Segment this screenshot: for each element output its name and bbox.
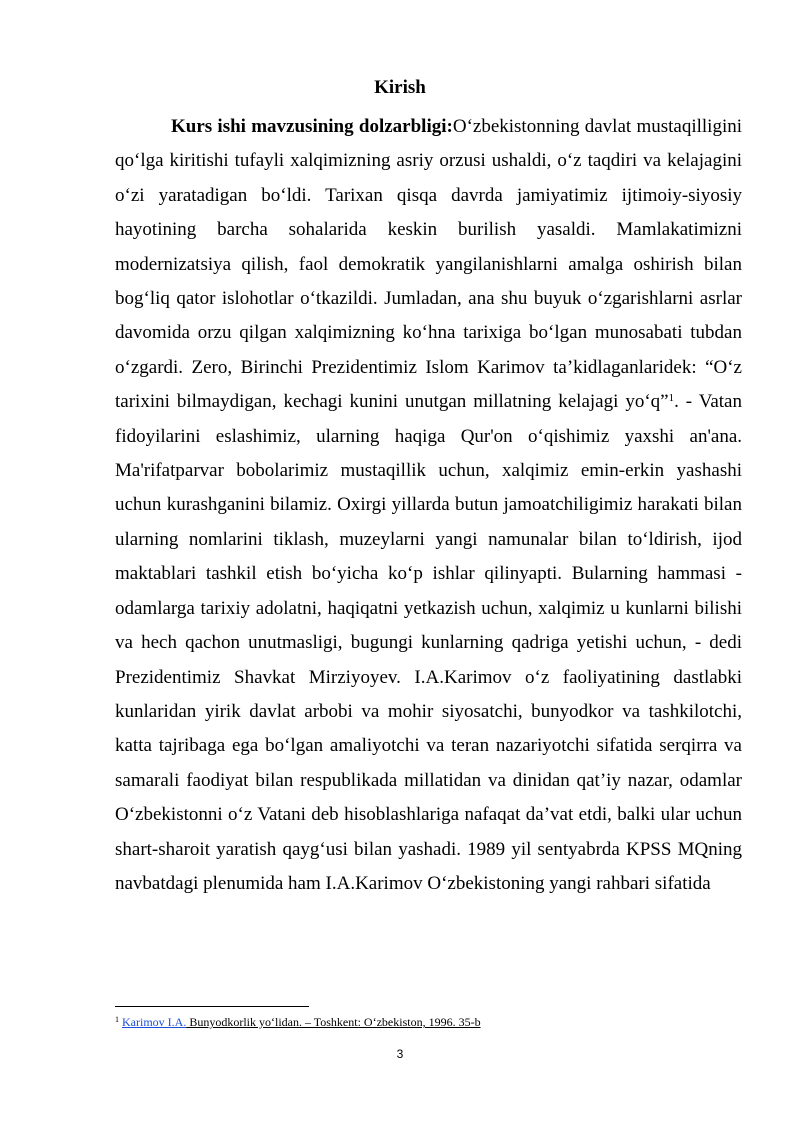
paragraph-text-part2: . - Vatan fidoyilarini eslashimiz, ularning haqiga Qur'on o‘qishimiz yaxshi an'ana. Ma'rifatparvar bobolarimiz mustaqillik uchun, xalqimiz emin-erkin yashashi uchun kurashganini bilamiz. Oxirgi yillarda butun jamoatchiligimiz harakati bilan ularning nomlarini tiklash, muzeylarni yangi namunalar bilan to‘ldirish, ijod maktablari tashkil etish bo‘yicha ko‘p ishlar qilinyapti. Bularning hammasi - odamlarga tarixiy adolatni, haqiqatni yetkazish uchun, xalqimiz u kunlarni bilishi va hech qachon unutmasligi, bugungi kunlarning qadriga yetishi uchun, - dedi Prezidentimiz Shavkat Mirziyoyev. I.A.Karimov o‘z faoliyatining dastlabki kunlaridan yirik davlat arbobi va mohir siyosatchi, bunyodkor va tashkilotchi, katta tajribaga ega bo‘lgan amaliyotchi va teran nazariyotchi sifatida serqirra va samarali faodiyat bilan respublikada millatidan va dinidan qat’iy nazar, odamlar O‘zbekistonni o‘z Vatani deb hisoblashlariga nafaqat da’vat etdi, balki ular uchun shart-sharoit yaratish qayg‘usi bilan yashadi. 1989 yil sentyabrda KPSS MQning navbatdagi plenumida ham I.A.Karimov O‘zbekistoning yangi rahbari sifatida (115, 391, 742, 894)
footnote (115, 1014, 755, 1030)
section-heading: Kirish (374, 77, 426, 98)
footnote-marker: 1 (115, 1015, 119, 1024)
page-number: 3 (396, 1047, 404, 1061)
footnote-citation: Bunyodkorlik yo‘lidan. – Toshkent: O‘zbekiston, 1996. 35-b (186, 1015, 481, 1029)
footnote-separator (115, 1006, 309, 1007)
footnote-reference[interactable]: 1 (668, 392, 675, 405)
lead-bold-phrase: Kurs ishi mavzusining dolzarbligi: (171, 116, 453, 137)
body-paragraph (115, 110, 742, 901)
paragraph-text-part1: O‘zbekistonning davlat mustaqilligini qo‘lga kiritishi tufayli xalqimizning asriy orzusi ushaldi, o‘z taqdiri va kelajagini o‘zi yaratadigan bo‘ldi. Tarixan qisqa davrda jamiyatimiz ijtimoiy-siyosiy hayotining barcha sohalarida keskin burilish yasaldi. Mamlakatimizni modernizatsiya qilish, faol demokratik yangilanishlarni amalga oshirish bilan bog‘liq qator islohotlar o‘tkazildi. Jumladan, ana shu buyuk o‘zgarishlarni asrlar davomida orzu qilgan xalqimizning ko‘hna tarixiga bo‘lgan munosabati tubdan o‘zgardi. Zero, Birinchi Prezidentimiz Islom Karimov ta’kidlaganlaridek: “O‘z tarixini bilmaydigan, kechagi kunini unutgan millatning kelajagi yo‘q” (115, 116, 742, 413)
footnote-author-link[interactable]: Karimov I.A. (122, 1015, 187, 1029)
